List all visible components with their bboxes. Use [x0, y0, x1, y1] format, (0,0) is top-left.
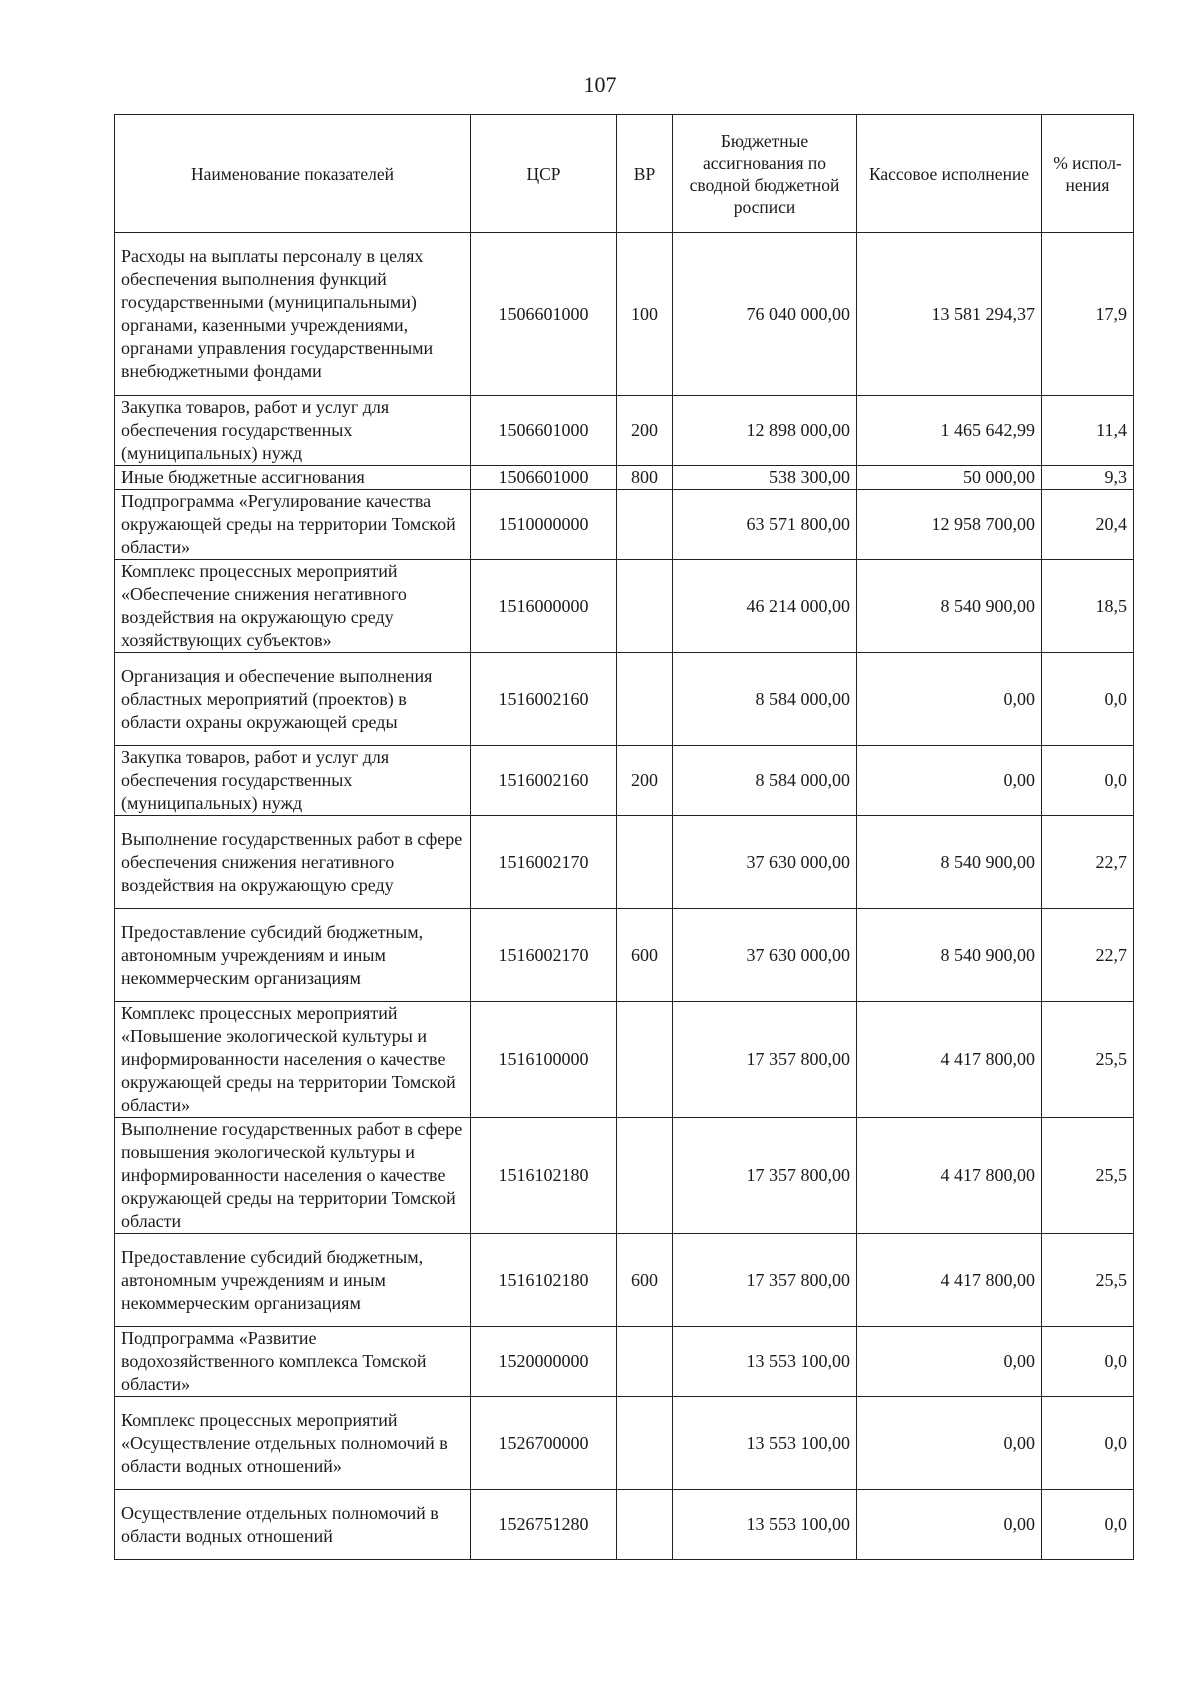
row-vr	[617, 1327, 673, 1397]
row-budget: 63 571 800,00	[673, 490, 857, 560]
row-vr	[617, 816, 673, 909]
row-name: Выполнение государственных работ в сфере обеспечения снижения негативного воздействия на окружающую среду	[115, 816, 471, 909]
row-budget: 37 630 000,00	[673, 909, 857, 1002]
row-vr	[617, 1118, 673, 1234]
row-cash: 0,00	[857, 1397, 1042, 1490]
row-budget: 13 553 100,00	[673, 1327, 857, 1397]
row-cash: 0,00	[857, 1490, 1042, 1560]
row-cash: 0,00	[857, 746, 1042, 816]
table-row	[115, 1397, 1134, 1490]
table-row	[115, 746, 1134, 816]
header-csr: ЦСР	[471, 115, 617, 233]
row-name: Расходы на выплаты персоналу в целях обеспечения выполнения функций государственными (муниципальными) органами, казенными учреждениями, органами управления государственными внебюджетными фондами	[115, 233, 471, 396]
row-percent: 0,0	[1042, 1397, 1134, 1490]
row-percent: 0,0	[1042, 653, 1134, 746]
row-vr: 600	[617, 909, 673, 1002]
row-csr: 1516100000	[471, 1002, 617, 1118]
row-csr: 1520000000	[471, 1327, 617, 1397]
table-row	[115, 1002, 1134, 1118]
row-name: Иные бюджетные ассигнования	[115, 466, 471, 490]
row-cash: 8 540 900,00	[857, 909, 1042, 1002]
row-csr: 1516002170	[471, 816, 617, 909]
row-csr: 1516002170	[471, 909, 617, 1002]
row-vr	[617, 653, 673, 746]
row-name: Закупка товаров, работ и услуг для обеспечения государственных (муниципальных) нужд	[115, 396, 471, 466]
row-percent: 0,0	[1042, 1490, 1134, 1560]
row-budget: 8 584 000,00	[673, 653, 857, 746]
budget-execution-table	[114, 114, 1134, 1560]
row-cash: 12 958 700,00	[857, 490, 1042, 560]
row-name: Предоставление субсидий бюджетным, автономным учреждениям и иным некоммерческим организациям	[115, 1234, 471, 1327]
row-name: Осуществление отдельных полномочий в области водных отношений	[115, 1490, 471, 1560]
row-percent: 18,5	[1042, 560, 1134, 653]
row-percent: 0,0	[1042, 746, 1134, 816]
row-vr: 800	[617, 466, 673, 490]
row-name: Подпрограмма «Развитие водохозяйственного комплекса Томской области»	[115, 1327, 471, 1397]
table-row	[115, 1327, 1134, 1397]
row-budget: 37 630 000,00	[673, 816, 857, 909]
row-name: Подпрограмма «Регулирование качества окружающей среды на территории Томской области»	[115, 490, 471, 560]
row-name: Организация и обеспечение выполнения областных мероприятий (проектов) в области охраны окружающей среды	[115, 653, 471, 746]
row-vr	[617, 560, 673, 653]
header-budget: Бюджетные ассигнования по сводной бюджетной росписи	[673, 115, 857, 233]
page-number: 107	[583, 72, 617, 97]
row-percent: 25,5	[1042, 1002, 1134, 1118]
row-csr: 1516102180	[471, 1118, 617, 1234]
row-name: Комплекс процессных мероприятий «Повышение экологической культуры и информированности населения о качестве окружающей среды на территории Томской области»	[115, 1002, 471, 1118]
row-vr: 200	[617, 396, 673, 466]
row-vr	[617, 1002, 673, 1118]
row-percent: 22,7	[1042, 816, 1134, 909]
row-vr: 600	[617, 1234, 673, 1327]
row-csr: 1526700000	[471, 1397, 617, 1490]
row-name: Закупка товаров, работ и услуг для обеспечения государственных (муниципальных) нужд	[115, 746, 471, 816]
row-name: Выполнение государственных работ в сфере повышения экологической культуры и информированности населения о качестве окружающей среды на территории Томской области	[115, 1118, 471, 1234]
table-row	[115, 233, 1134, 396]
table-row	[115, 1118, 1134, 1234]
row-percent: 17,9	[1042, 233, 1134, 396]
row-csr: 1516002160	[471, 653, 617, 746]
row-percent: 9,3	[1042, 466, 1134, 490]
row-budget: 17 357 800,00	[673, 1118, 857, 1234]
header-cash: Кассовое исполнение	[857, 115, 1042, 233]
row-csr: 1506601000	[471, 233, 617, 396]
row-cash: 0,00	[857, 1327, 1042, 1397]
row-name: Предоставление субсидий бюджетным, автономным учреждениям и иным некоммерческим организациям	[115, 909, 471, 1002]
row-csr: 1516102180	[471, 1234, 617, 1327]
table-row	[115, 560, 1134, 653]
table-header-row	[115, 115, 1134, 233]
row-budget: 8 584 000,00	[673, 746, 857, 816]
header-name: Наименование показателей	[115, 115, 471, 233]
row-vr: 100	[617, 233, 673, 396]
table-row	[115, 490, 1134, 560]
table-row	[115, 653, 1134, 746]
row-vr	[617, 490, 673, 560]
table-row	[115, 466, 1134, 490]
row-csr: 1516002160	[471, 746, 617, 816]
row-vr: 200	[617, 746, 673, 816]
row-percent: 0,0	[1042, 1327, 1134, 1397]
row-cash: 4 417 800,00	[857, 1234, 1042, 1327]
row-budget: 13 553 100,00	[673, 1490, 857, 1560]
row-csr: 1506601000	[471, 466, 617, 490]
row-percent: 22,7	[1042, 909, 1134, 1002]
table-row	[115, 396, 1134, 466]
table-row	[115, 909, 1134, 1002]
row-percent: 25,5	[1042, 1234, 1134, 1327]
header-percent: % испол-нения	[1042, 115, 1134, 233]
header-vr: ВР	[617, 115, 673, 233]
row-csr: 1526751280	[471, 1490, 617, 1560]
row-cash: 13 581 294,37	[857, 233, 1042, 396]
table-row	[115, 816, 1134, 909]
table-row	[115, 1490, 1134, 1560]
row-cash: 50 000,00	[857, 466, 1042, 490]
row-cash: 8 540 900,00	[857, 816, 1042, 909]
row-budget: 13 553 100,00	[673, 1397, 857, 1490]
row-name: Комплекс процессных мероприятий «Осуществление отдельных полномочий в области водных отношений»	[115, 1397, 471, 1490]
row-budget: 12 898 000,00	[673, 396, 857, 466]
row-budget: 17 357 800,00	[673, 1002, 857, 1118]
row-budget: 46 214 000,00	[673, 560, 857, 653]
row-csr: 1506601000	[471, 396, 617, 466]
row-percent: 11,4	[1042, 396, 1134, 466]
row-cash: 4 417 800,00	[857, 1118, 1042, 1234]
row-cash: 0,00	[857, 653, 1042, 746]
row-name: Комплекс процессных мероприятий «Обеспечение снижения негативного воздействия на окружающую среду хозяйствующих субъектов»	[115, 560, 471, 653]
row-vr	[617, 1490, 673, 1560]
table-row	[115, 1234, 1134, 1327]
row-csr: 1510000000	[471, 490, 617, 560]
row-percent: 25,5	[1042, 1118, 1134, 1234]
row-cash: 4 417 800,00	[857, 1002, 1042, 1118]
row-budget: 76 040 000,00	[673, 233, 857, 396]
row-percent: 20,4	[1042, 490, 1134, 560]
row-csr: 1516000000	[471, 560, 617, 653]
row-cash: 8 540 900,00	[857, 560, 1042, 653]
row-vr	[617, 1397, 673, 1490]
row-cash: 1 465 642,99	[857, 396, 1042, 466]
row-budget: 17 357 800,00	[673, 1234, 857, 1327]
row-budget: 538 300,00	[673, 466, 857, 490]
